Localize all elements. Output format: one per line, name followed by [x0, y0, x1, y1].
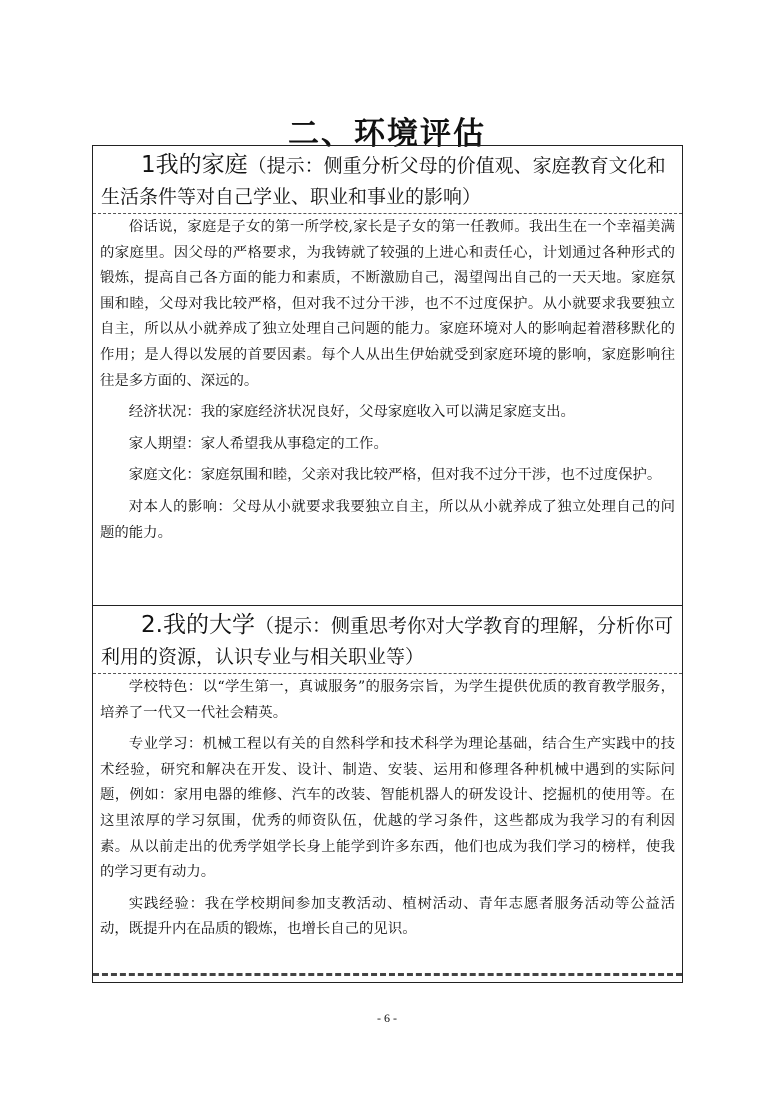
- paragraph: 实践经验：我在学校期间参加支教活动、植树活动、青年志愿者服务活动等公益活动，既提升内在品质的锻炼，也增长自己的见识。: [100, 895, 675, 938]
- paragraph: 对本人的影响：父母从小就要求我要独立自主，所以从小就养成了独立处理自己的问题的能力。: [100, 498, 675, 541]
- assessment-table: [92, 145, 683, 983]
- paragraph: 专业学习：机械工程以有关的自然科学和技术科学为理论基础，结合生产实践中的技术经验，研究和解决在开发、设计、制造、安装、运用和修理各种机械中遇到的实际问题，例如：家用电器的维修、汽车的改装、智能机器人的研发设计、挖掘机的使用等。在这里浓厚的学习氛围，优秀的师资队伍，优越的学习条件，这些都成为我学习的有利因素。从以前走出的优秀学姐学长身上能学到许多东西，他们也成为我们学习的榜样，使我的学习更有动力。: [100, 736, 675, 881]
- divider: [93, 213, 682, 214]
- bottom-border: [93, 973, 682, 976]
- paragraph: 经济状况：我的家庭经济状况良好，父母家庭收入可以满足家庭支出。: [128, 404, 575, 421]
- paragraph: 家庭文化：家庭氛围和睦，父亲对我比较严格，但对我不过分干涉，也不过度保护。: [128, 467, 662, 484]
- divider: [93, 673, 682, 674]
- paragraph: 学校特色：以“学生第一，真诚服务”的服务宗旨，为学生提供优质的教育教学服务，培养了一代又一代社会精英。: [100, 679, 675, 721]
- section-family-heading: 我的家庭: [155, 152, 248, 178]
- section-family-hint: （提示：侧重分析父母的价值观、家庭教育文化和生活条件等对自己学业、职业和事业的影响）: [101, 155, 666, 208]
- section-university-heading: 我的大学: [162, 612, 255, 638]
- paragraph: 家人期望：家人希望我从事稳定的工作。: [128, 435, 388, 452]
- section-university-hint: （提示：侧重思考你对大学教育的理解，分析你可利用的资源，认识专业与相关职业等）: [101, 615, 673, 668]
- section-university-body: [93, 675, 682, 949]
- paragraph: 俗话说，家庭是子女的第一所学校,家长是子女的第一任教师。我出生在一个幸福美满的家庭里。因父母的严格要求，为我铸就了较强的上进心和责任心，计划通过各种形式的锻炼，提高自己各方面的能力和素质，不断激励自己，渴望闯出自己的一天天地。家庭氛围和睦，父母对我比较严格，但对我不过分干涉，也不不过度保护。从小就要求我要独立自主，所以从小就养成了独立处理自己问题的能力。家庭环境对人的影响起着潜移默化的作用；是人得以发展的首要因素。每个人从出生伊始就受到家庭环境的影响，家庭影响往往是多方面的、深远的。: [100, 219, 675, 389]
- section-family-number: 1: [141, 152, 156, 178]
- section-university-number: 2.: [141, 612, 163, 638]
- page-title: 二、环境评估: [288, 116, 486, 152]
- page-number: - 6 -: [377, 1011, 397, 1025]
- section-family-body: [93, 215, 682, 552]
- section-university-header: [93, 606, 682, 673]
- section-family-header: [93, 146, 682, 213]
